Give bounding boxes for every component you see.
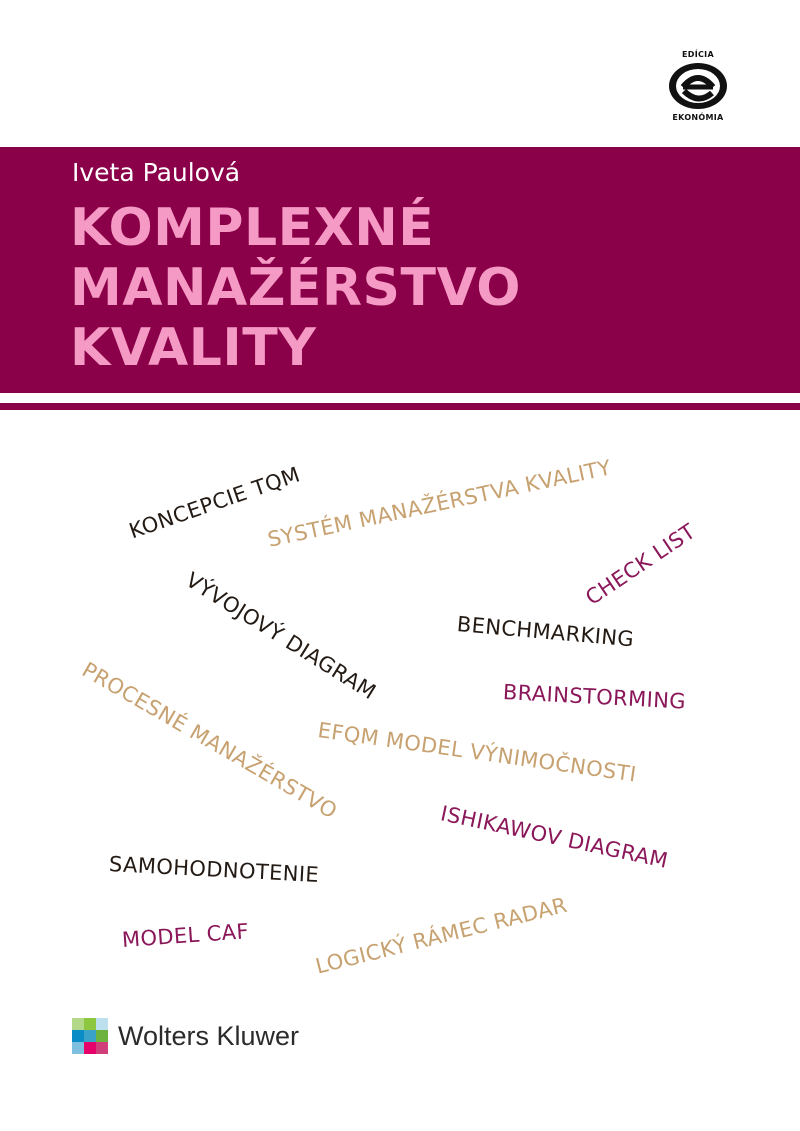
keyword-model-caf: MODEL CAF: [121, 919, 250, 952]
keyword-procesne-manazerstvo: PROCESNÉ MANAŽÉRSTVO: [78, 657, 342, 824]
keyword-vyvojovy-diagram: VÝVOJOVÝ DIAGRAM: [181, 567, 381, 705]
keyword-benchmarking: BENCHMARKING: [455, 612, 636, 652]
keyword-brainstorming: BRAINSTORMING: [502, 680, 687, 714]
edition-label: EDÍCIA: [682, 50, 714, 59]
publisher-logo: [72, 1018, 299, 1054]
keyword-logicky-ramec-radar: LOGICKÝ RÁMEC RADAR: [313, 892, 570, 979]
e-edition-logo-icon: [667, 61, 729, 111]
title-line-1: KOMPLEXNÉ: [70, 198, 435, 258]
keyword-ishikawov-diagram: ISHIKAWOV DIAGRAM: [438, 801, 671, 873]
title-line-3: KVALITY: [70, 318, 317, 378]
keyword-koncepcie-tqm: KONCEPCIE TQM: [126, 462, 304, 544]
title-line-2: MANAŽÉRSTVO: [70, 258, 521, 318]
keyword-check-list: CHECK LIST: [581, 519, 700, 610]
publisher-name: Wolters Kluwer: [118, 1020, 300, 1051]
wolters-kluwer-logo-icon: [72, 1018, 108, 1054]
keyword-system-manazerstva-kvality: SYSTÉM MANAŽÉRSTVA KVALITY: [265, 455, 614, 552]
keyword-efqm-model-vynimocnosti: EFQM MODEL VÝNIMOČNOSTI: [316, 718, 638, 787]
keyword-samohodnotenie: SAMOHODNOTENIE: [108, 852, 320, 887]
author-name: Iveta Paulová: [72, 158, 241, 187]
book-title: [70, 198, 521, 378]
edition-series-name: EKONÓMIA: [672, 113, 724, 122]
edition-badge: [660, 50, 736, 140]
title-underline-stripe: [0, 403, 800, 410]
